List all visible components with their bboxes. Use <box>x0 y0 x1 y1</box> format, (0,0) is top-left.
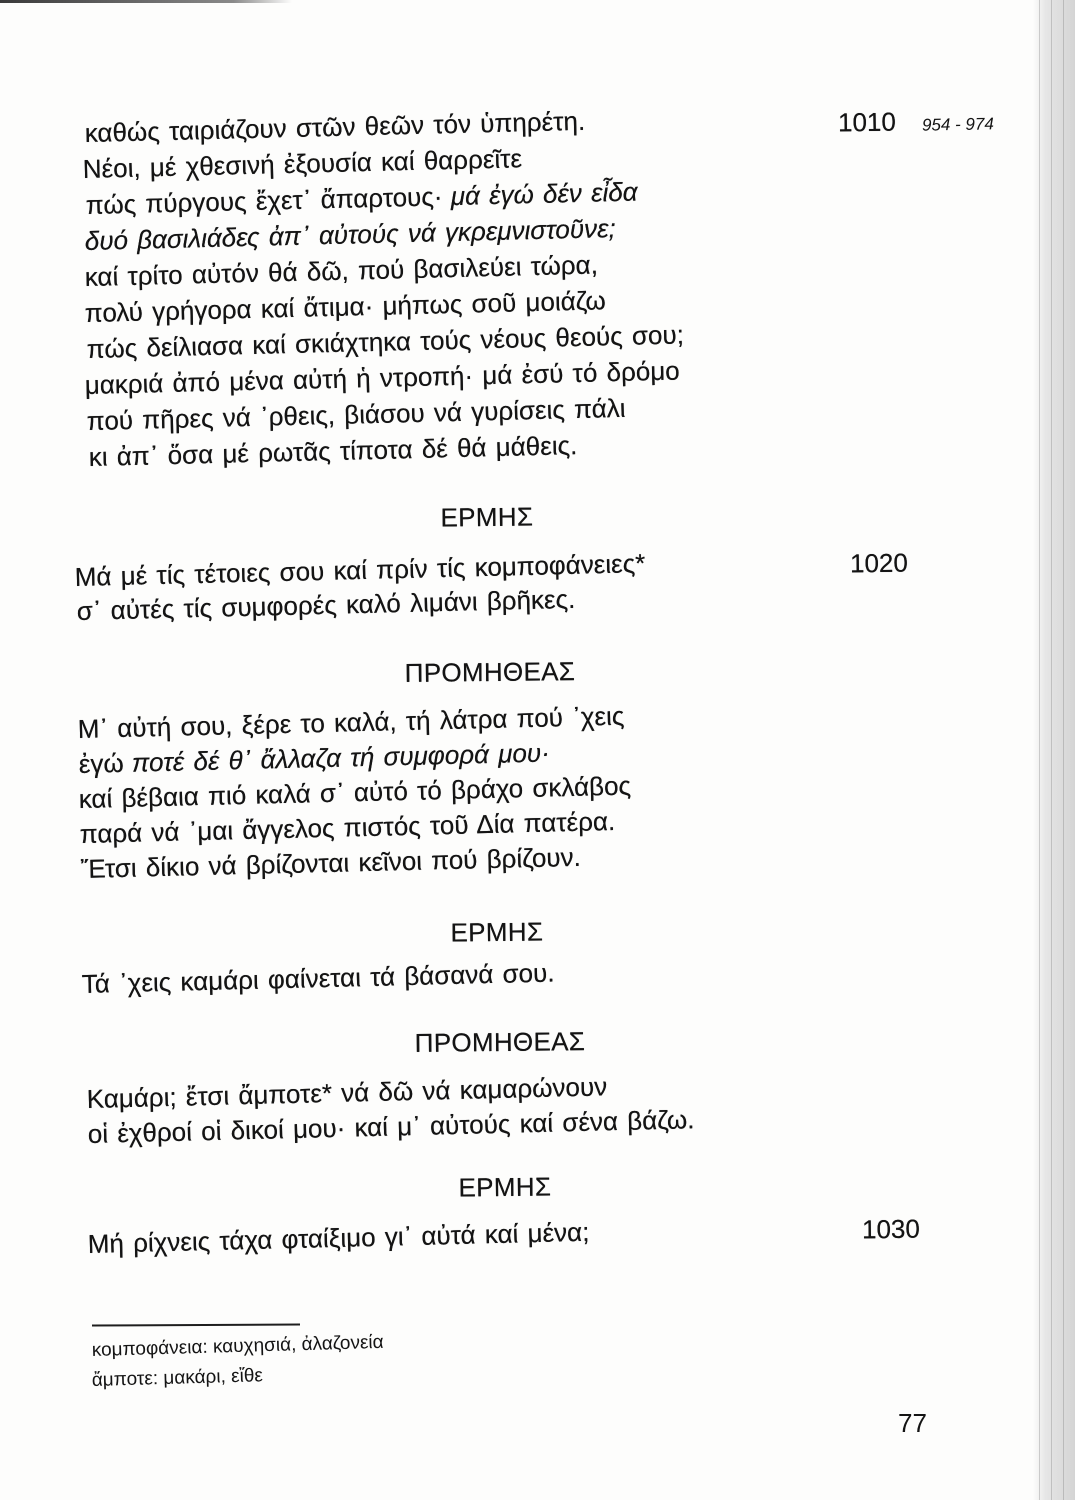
footnote: κομποφάνεια: καυχησιά, ἀλαζονεία <box>91 1331 384 1361</box>
verse-line: Καμάρι; ἔτσι ἄμποτε* νά δῶ νά καμαρώνουν <box>86 1071 608 1114</box>
speaker-name: ΕΡΜΗΣ <box>458 1171 552 1203</box>
footnote: ἄμποτε: μακάρι, εἴθε <box>91 1365 264 1391</box>
verse-line: Τά ᾽χεις καμάρι φαίνεται τά βάσανά σου. <box>81 957 555 999</box>
verse-line: οἱ ἐχθροί οἱ δικοί μου· καί μ᾽ αὐτούς καί σένα βάζω. <box>87 1104 695 1149</box>
verse-line: πώς δείλιασα καί σκιάχτηκα τούς νέους θεούς σου; <box>86 319 685 364</box>
verse-line: Ἔτσι δίκιο νά βρίζονται κεῖνοι πού βρίζουν. <box>80 841 582 884</box>
page-number: 77 <box>898 1408 927 1438</box>
verse-line <box>84 213 616 256</box>
speaker-name: ΕΡΜΗΣ <box>440 501 534 533</box>
verse-line: καί βέβαια πιό καλά σ᾽ αὐτό τό βράχο σκλάβος <box>78 770 632 814</box>
line-number: 1010 <box>837 106 897 138</box>
verse-line: καί τρίτο αὐτόν θά δῶ, πού βασιλεύει τώρα, <box>84 249 599 292</box>
verse-line: πού πῆρες νά ᾽ρθεις, βιάσου νά γυρίσεις πάλι <box>86 392 626 436</box>
verse-line: μακριά ἀπό μένα αὐτή ἡ ντροπή· μά ἐσύ τό δρόμο <box>84 355 681 400</box>
verse-line <box>78 737 550 779</box>
verse-line-roman-segment: πώς πύργους ἔχετ᾽ ἄπαρτους· <box>85 181 443 220</box>
line-number: 1020 <box>849 547 909 579</box>
verse-line: παρά νά ᾽μαι ἄγγελος πιστός τοῦ Δία πατέρα. <box>79 805 616 849</box>
book-gutter-shadow <box>1033 0 1075 1500</box>
verse-line: Νέοι, μέ χθεσινή ἐξουσία καί θαρρεῖτε <box>82 143 523 184</box>
verse-line: καθώς ταιριάζουν στῶν θεῶν τόν ὑπηρέτη. <box>84 105 586 148</box>
verse-line-roman-segment: ἐγώ <box>78 747 125 779</box>
speaker-name: ΕΡΜΗΣ <box>450 916 544 948</box>
source-line-range: 954 - 974 <box>921 114 994 135</box>
line-number: 1030 <box>861 1213 921 1245</box>
verse-line <box>85 177 637 220</box>
verse-line-italic-segment: δυό βασιλιάδες ἀπ᾽ αὐτούς νά γκρεμνιστοῦνε; <box>84 213 617 256</box>
verse-line: Μ᾽ αὐτή σου, ξέρε το καλά, τή λάτρα πού ᾽χεις <box>77 700 625 744</box>
footnote-rule <box>92 1323 300 1326</box>
verse-line: σ᾽ αὐτές τίς συμφορές καλό λιμάνι βρῆκες. <box>76 583 576 626</box>
verse-line: πολύ γρήγορα καί ἄτιμα· μήπως σοῦ μοιάζω <box>84 285 607 328</box>
verse-line: κι ἀπ᾽ ὅσα μέ ρωτᾶς τίποτα δέ θά μάθεις. <box>88 430 578 472</box>
verse-line-italic-segment: ποτέ δέ θ᾽ ἄλλαζα τή συμφορά μου· <box>131 737 551 778</box>
verse-line-italic-segment: μά ἐγώ δέν εἶδα <box>450 176 638 212</box>
page-top-edge <box>0 0 292 3</box>
verse-line: Μή ρίχνεις τάχα φταίξιμο γι᾽ αὐτά καί μένα; <box>87 1216 590 1259</box>
speaker-name: ΠΡΟΜΗΘΕΑΣ <box>414 1026 586 1058</box>
speaker-name: ΠΡΟΜΗΘΕΑΣ <box>404 656 576 688</box>
verse-line: Μά μέ τίς τέτοιες σου καί πρίν τίς κομποφάνειες* <box>74 548 646 592</box>
